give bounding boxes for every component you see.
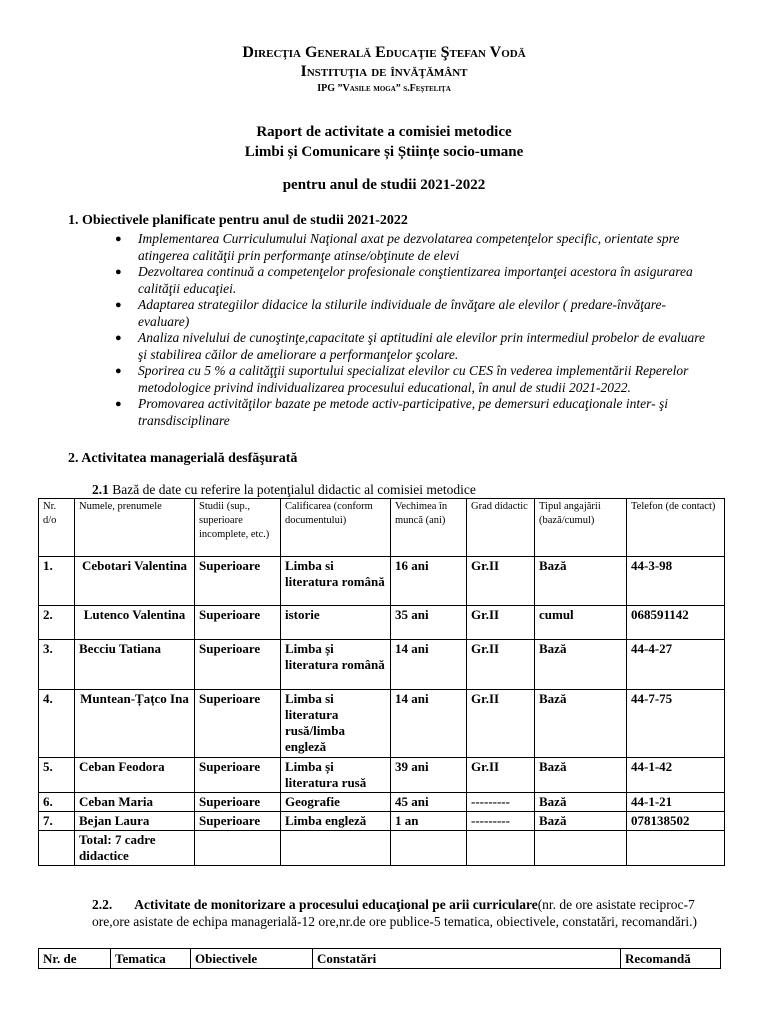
- section2-heading: 2. Activitatea managerială desfăşurată: [68, 451, 298, 466]
- bullet-icon: ●: [115, 266, 122, 278]
- bullet-icon: ●: [115, 365, 122, 377]
- bullet-icon: ●: [115, 233, 122, 245]
- column-header: Recomandă: [621, 949, 721, 969]
- column-header: Grad didactic: [467, 499, 535, 557]
- report-subtitle: Limbi și Comunicare și Științe socio-umane: [244, 144, 524, 160]
- column-header: Constatări: [313, 949, 621, 969]
- table-header-row: [39, 949, 721, 969]
- column-header: Numele, prenumele: [75, 499, 195, 557]
- column-header: Telefon (de contact): [627, 499, 725, 557]
- column-header: Nr. d/o: [39, 499, 75, 557]
- list-item: ● Sporirea cu 5 % a calităţţii suportului specializat elevilor cu CES în vederea implementării Reperelor metodologice privind individualizarea procesului educational, în anul de studii 2021-2022.: [115, 363, 689, 395]
- monitoring-table: [38, 948, 721, 969]
- list-item: ● Analiza nivelului de cunoştinţe,capacitate şi aptitudini ale elevilor prin intermediul probelor de evaluare şi stabilirea căilor de ameliorare a performanţelor şcolare.: [115, 330, 706, 362]
- column-header: Calificarea (conform documentului): [281, 499, 391, 557]
- table-row: 5. Ceban Feodora Superioare Limba și literatura rusă 39 ani Gr.II Bază 44-1-42: [39, 758, 725, 793]
- section1-heading: 1. Obiectivele planificate pentru anul de studii 2021-2022: [68, 213, 408, 228]
- bullet-icon: ●: [115, 398, 122, 410]
- table-row: 1. Cebotari Valentina Superioare Limba si literatura română 16 ani Gr.II Bază 44-3-98: [39, 557, 725, 606]
- list-item: ● Promovarea activităţilor bazate pe metode activ-participative, pe demersuri educaţionale inter- şi transdisciplinare: [115, 396, 668, 428]
- table-row: 3. Becciu Tatiana Superioare Limba și literatura română 14 ani Gr.II Bază 44-4-27: [39, 640, 725, 690]
- bullet-icon: ●: [115, 299, 122, 311]
- subsection-2-1: 2.1 Bază de date cu referire la potenţialul didactic al comisiei metodice: [92, 482, 476, 497]
- list-item: ● Dezvoltarea continuă a competenţelor profesionale conştientizarea importanţei acestora în asigurarea calităţii educaţiei.: [115, 264, 693, 296]
- table-row: 7. Bejan Laura Superioare Limba engleză 1 an --------- Bază 078138502: [39, 812, 725, 831]
- column-header: Vechimea în muncă (ani): [391, 499, 467, 557]
- staff-table: [38, 498, 725, 866]
- table-row-total: Total: 7 cadre didactice: [39, 831, 725, 866]
- table-row: 6. Ceban Maria Superioare Geografie 45 ani --------- Bază 44-1-21: [39, 793, 725, 812]
- subsection-2-2: 2.2. Activitate de monitorizare a procesului educaţional pe arii curriculare(nr. de ore asistate reciproc-7 ore,ore asistate de echipa managerială-12 ore,nr.de ore publice-5 tematica, obiectivele, constatări, recomandări.): [92, 897, 697, 929]
- table-row: 4. Muntean-Țațco Ina Superioare Limba si literatura rusă/limba engleză 14 ani Gr.II Bază 44-7-75: [39, 690, 725, 758]
- column-header: Tipul angajării (bază/cumul): [535, 499, 627, 557]
- header-institution: Instituţia de învăţământ: [300, 63, 468, 80]
- list-item: ● Implementarea Curriculumului Naţional axat pe dezvolatarea competenţelor specific, orientate spre atingerea calităţii prin performanţe atinse/obţinute de elevi: [115, 231, 680, 263]
- report-title: Raport de activitate a comisiei metodice: [256, 124, 512, 140]
- header-school: IPG ”Vasile moga” s.Feştelița: [317, 83, 451, 94]
- bullet-icon: ●: [115, 332, 122, 344]
- column-header: Studii (sup., superioare incomplete, etc.): [195, 499, 281, 557]
- column-header: Obiectivele: [191, 949, 313, 969]
- header-directorate: Direcţia Generală Educaţie Ştefan Vodă: [242, 44, 526, 61]
- table-header-row: [39, 499, 725, 557]
- list-item: ● Adaptarea strategiilor didacice la stilurile individuale de învăţare ale elevilor ( predare-învăţare-evaluare): [115, 297, 667, 329]
- column-header: Tematica: [111, 949, 191, 969]
- report-year: pentru anul de studii 2021-2022: [282, 177, 486, 193]
- objectives-list: [110, 231, 710, 429]
- table-row: 2. Lutenco Valentina Superioare istorie 35 ani Gr.II cumul 068591142: [39, 606, 725, 640]
- column-header: Nr. de: [39, 949, 111, 969]
